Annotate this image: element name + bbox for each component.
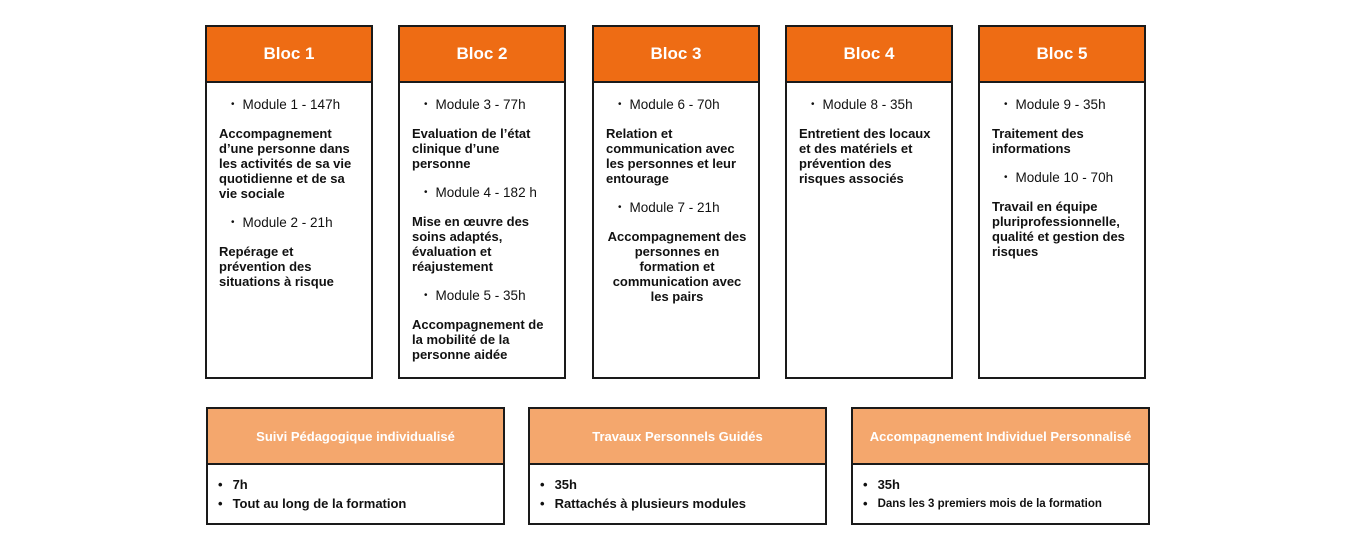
card-title: Travaux Personnels Guidés [530,409,825,465]
bullet-icon: • [618,99,622,110]
module-item [992,170,1134,185]
bloc-title: Bloc 4 [787,27,951,83]
card-line [218,477,493,492]
bullet-icon: • [1004,99,1008,110]
module-item [606,97,748,112]
card-line-text: Dans les 3 premiers mois de la formation [877,497,1102,510]
module-label: Module 9 - 35h [1015,97,1106,112]
module-item [412,97,554,112]
bullet-icon: • [863,496,868,511]
module-description: Accompagnement de la mobilité de la personne aidée [412,317,544,362]
module-label: Module 6 - 70h [629,97,720,112]
module-item [799,97,941,112]
travaux-personnels-card [528,407,827,525]
suivi-pedagogique-card [206,407,505,525]
module-label: Module 2 - 21h [242,215,333,230]
module-description: Relation et communication avec les personnes et leur entourage [606,126,737,186]
card-line [218,496,493,511]
bullet-icon: • [863,477,868,492]
card-title: Suivi Pédagogique individualisé [208,409,503,465]
card-line-text: Tout au long de la formation [232,496,407,511]
bullet-icon: • [1004,172,1008,183]
module-description: Travail en équipe pluriprofessionnelle, qualité et gestion des risques [992,199,1125,259]
module-description: Mise en œuvre des soins adaptés, évaluation et réajustement [412,214,530,274]
bullet-icon: • [540,477,545,492]
bullet-icon: • [218,496,223,511]
bloc-title: Bloc 5 [980,27,1144,83]
bloc-title: Bloc 1 [207,27,371,83]
bullet-icon: • [424,290,428,301]
module-label: Module 7 - 21h [629,200,720,215]
module-description: Accompagnement d’une personne dans les activités de sa vie quotidienne et de sa vie sociale [219,126,352,201]
module-description: Repérage et prévention des situations à risque [219,244,334,289]
module-label: Module 1 - 147h [242,97,341,112]
bloc-3-card [592,25,760,379]
module-item [412,185,554,200]
bloc-title: Bloc 2 [400,27,564,83]
card-line-text: 7h [232,477,248,492]
card-line-text: Rattachés à plusieurs modules [554,496,747,511]
module-item [412,288,554,303]
bloc-5-card [978,25,1146,379]
module-label: Module 4 - 182 h [435,185,537,200]
bloc-4-card [785,25,953,379]
bullet-icon: • [231,217,235,228]
card-line [863,477,1138,492]
module-description: Traitement des informations [992,126,1084,156]
module-item [219,97,361,112]
bloc-1-card [205,25,373,379]
module-description: Accompagnement des personnes en formation et communication avec les pairs [607,229,747,304]
bullet-icon: • [424,99,428,110]
module-label: Module 3 - 77h [435,97,526,112]
module-item [606,200,748,215]
card-line-text: 35h [554,477,577,492]
module-description: Evaluation de l’état clinique d’une personne [412,126,531,171]
module-label: Module 10 - 70h [1015,170,1114,185]
bullet-icon: • [218,477,223,492]
bullet-icon: • [618,202,622,213]
module-item [219,215,361,230]
card-line-text: 35h [877,477,900,492]
accompagnement-individuel-card [851,407,1150,525]
card-line [540,496,815,511]
bullet-icon: • [540,496,545,511]
bullet-icon: • [424,187,428,198]
card-line [863,496,1138,511]
bloc-2-card [398,25,566,379]
module-description: Entretient des locaux et des matériels et prévention des risques associés [799,126,931,186]
bloc-title: Bloc 3 [594,27,758,83]
card-title: Accompagnement Individuel Personnalisé [853,409,1148,465]
module-label: Module 5 - 35h [435,288,526,303]
bullet-icon: • [811,99,815,110]
card-line [540,477,815,492]
module-label: Module 8 - 35h [822,97,913,112]
module-item [992,97,1134,112]
bullet-icon: • [231,99,235,110]
